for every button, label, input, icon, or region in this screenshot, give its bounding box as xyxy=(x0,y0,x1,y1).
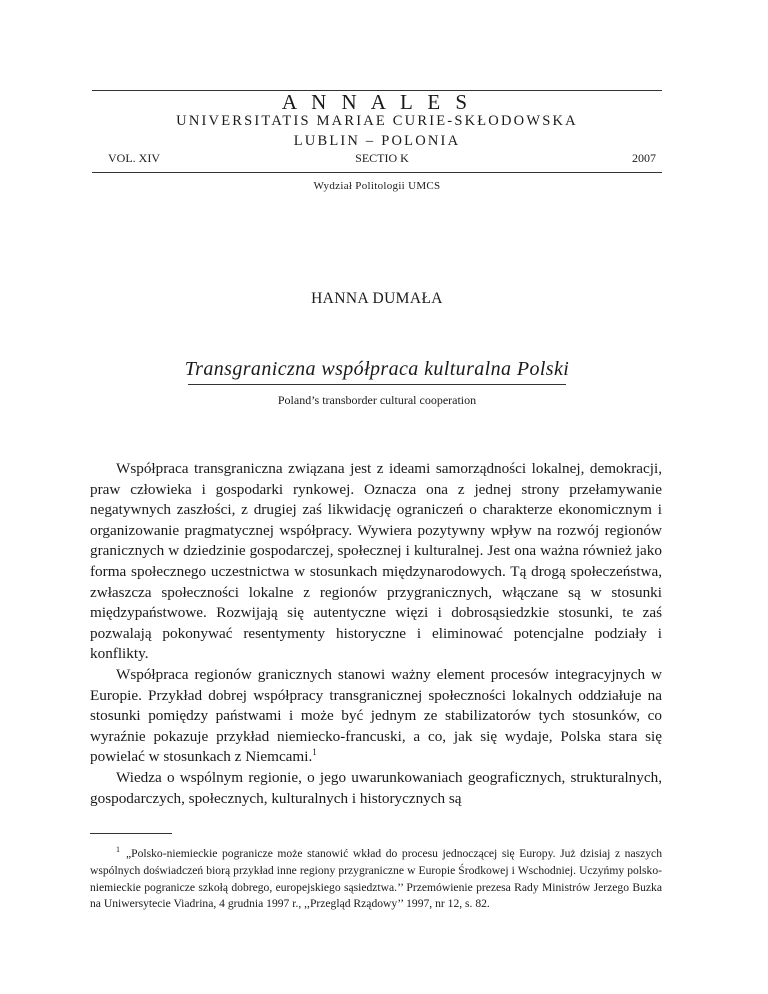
university-line2: LUBLIN – POLONIA xyxy=(293,133,461,149)
volume-label: VOL. XIV xyxy=(108,151,160,165)
footnote-mark: 1 xyxy=(116,845,120,855)
faculty-label: Wydział Politologii UMCS xyxy=(313,180,441,192)
issue-meta-row xyxy=(108,151,656,169)
author-name: HANNA DUMAŁA xyxy=(311,290,443,307)
title-rule xyxy=(188,384,566,385)
header-bottom-rule xyxy=(92,172,662,173)
journal-name: A N N A L E S xyxy=(281,90,473,114)
university-name xyxy=(92,111,662,151)
footnote-reference[interactable]: 1 xyxy=(312,747,317,758)
body-paragraph-2 xyxy=(90,665,662,768)
footnote-paragraph xyxy=(90,846,662,913)
body-paragraph-3: Wiedza o wspólnym regionie, o jego uwarunkowaniach geograficznych, strukturalnych, gospodarczych, społecznych, kulturalnych i historycznych są xyxy=(90,768,662,807)
article-subtitle: Poland’s transborder cultural cooperation xyxy=(277,393,477,407)
footnote-rule xyxy=(90,833,172,834)
footnote-text: „Polsko-niemieckie pogranicze może stanowić wkład do procesu jednoczącej się Europy. Już dzisiaj z naszych wspólnych doświadczeń biorą przykład inne regiony przygraniczne w Europie Środkowej i Wschodniej. Uczyńmy polsko-niemieckie pogranicze szkołą dobrego, europejskiego sąsiedztwa.’’ Przemówienie prezesa Rady Ministrów Jerzego Buzka na Uniwersytecie Viadrina, 4 grudnia 1997 r., ,,Przegląd Rządowy’’ 1997, nr 12, s. 82. xyxy=(90,847,662,911)
university-line1: UNIVERSITATIS MARIAE CURIE-SKŁODOWSKA xyxy=(176,113,578,129)
section-label: SECTIO K xyxy=(355,151,409,165)
year-label: 2007 xyxy=(632,151,656,165)
body-paragraph-1: Współpraca transgraniczna związana jest z ideami samorządności lokalnej, demokracji, praw człowieka i gospodarki rynkowej. Oznacza ona z jednej strony przełamywanie negatywnych zaszłości, z drugiej zaś likwidację ograniczeń o charakterze ekonomicznym i organizowanie pragmatycznej współpracy. Wywiera pozytywny wpływ na rozwój regionów granicznych w dziedzinie gospodarczej, społecznej i kulturalnej. Jest ona ważna również jako forma społecznego uczestnictwa w stosunkach międzynarodowych. Tą drogą społeczeństwa, zwłaszcza społeczności lokalne z regionów przygranicznych, włączane są w stosunki międzypaństwowe. Rozwijają się autentyczne więzi i dobrosąsiedzkie stosunki, te zaś pozwalają pokonywać resentymenty historyczne i eliminować potencjalne podziały i konflikty. xyxy=(90,460,662,663)
article-title: Transgraniczna współpraca kulturalna Polski xyxy=(184,358,570,380)
article-body xyxy=(90,459,662,809)
footnote xyxy=(90,846,662,913)
body-paragraph-2-text: Współpraca regionów granicznych stanowi ważny element procesów integracyjnych w Europie. Przykład dobrej współpracy transgranicznej społeczności lokalnych oddziałuje na stosunki pomiędzy państwami i może być jednym ze stabilizatorów tych stosunków, co wyraźnie pokazuje przykład niemiecko-francuski, a co, jak się wydaje, Polska stara się powielać w stosunkach z Niemcami. xyxy=(90,665,662,766)
